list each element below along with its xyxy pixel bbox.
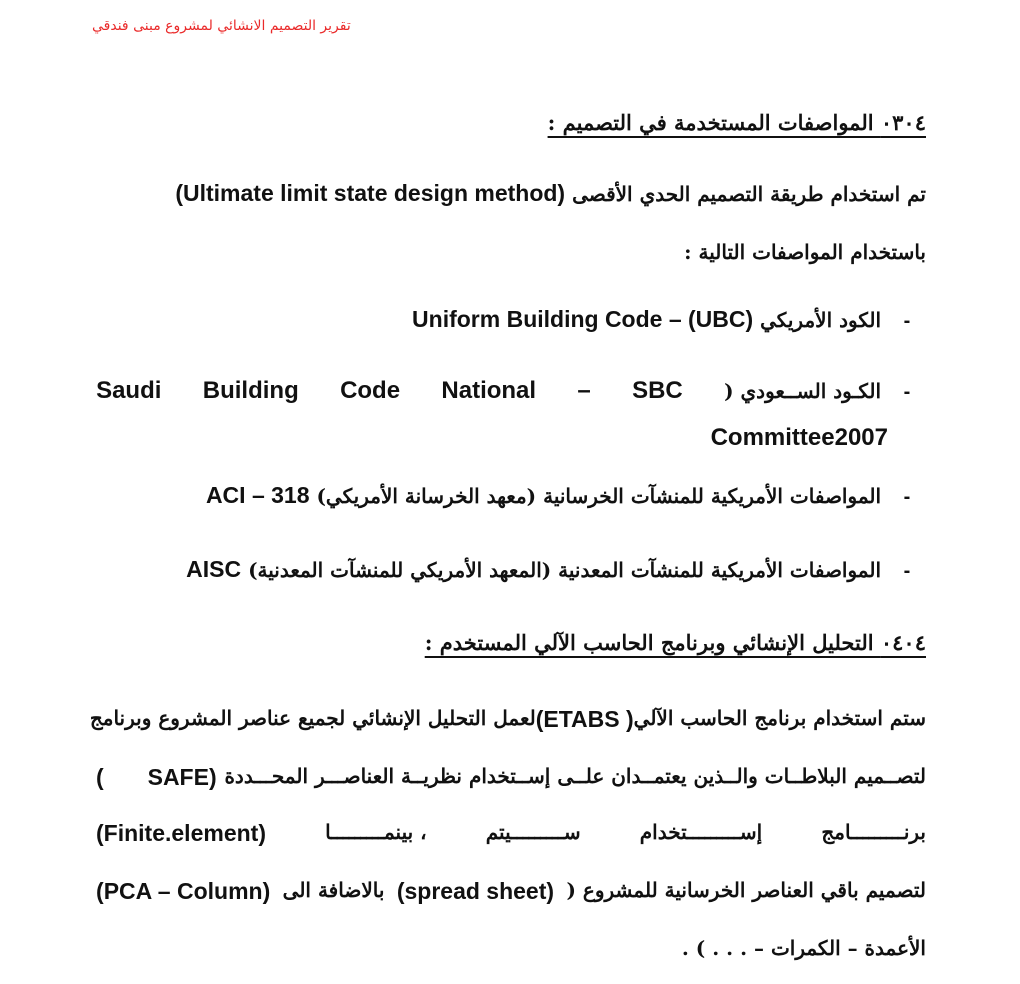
sbc-dash: – [577, 377, 591, 404]
bullet-aisc [186, 556, 926, 583]
p3-word-2: إســـــــــتخدام [639, 820, 763, 844]
bullet-aisc-arabic: المواصفات الأمريكية للمنشآت المعدنية (المعهد الأمريكي للمنشآت المعدنية) [248, 558, 882, 582]
bullet-dash: - [903, 381, 911, 403]
section-404-heading: ٠٤٠٤ التحليل الإنشائي وبرنامج الحاسب الآلي المستخدم : [424, 630, 926, 655]
p2-en-group [96, 764, 217, 791]
sbc-building: Building [202, 377, 299, 404]
section-404-line1 [89, 706, 926, 733]
p1-arabic-b: لعمل التحليل الإنشائي لجميع عناصر المشروع وبرنامج [89, 706, 536, 730]
bullet-dash: - [903, 486, 911, 508]
bullet-aisc-english: AISC [186, 556, 242, 582]
p1-arabic-a: ستم استخدام برنامج الحاسب الآلي [633, 706, 926, 730]
intro-english: (Ultimate limit state design method) [175, 180, 566, 206]
p4-spread-sheet: (spread sheet) [396, 878, 555, 904]
p4-pca-column: (PCA – Column) [96, 878, 271, 904]
section-404-line2 [96, 764, 926, 791]
section-404-line3 [96, 820, 926, 847]
p3-word-4: ، بينمـــــــــا [325, 820, 427, 844]
bullet-dash: - [903, 560, 911, 582]
section-304-intro-line2: باستخدام المواصفات التالية : [684, 240, 926, 264]
report-header: تقرير التصميم الانشائي لمشروع مبنى فندقي [92, 18, 351, 34]
section-404-line4 [96, 878, 926, 905]
p3-word-3: ســـــــــيتم [485, 820, 581, 844]
p3-finite-element: (Finite.element) [96, 820, 266, 846]
p2-arabic-b: لتصــميم البلاطــات والــذين يعتمــدان علــى إســتخدام نظريــة العناصـــر المحـــددة [224, 764, 926, 788]
bullet-ubc-arabic: الكود الأمريكي [760, 308, 882, 332]
sbc-committee: Committee2007 [710, 424, 888, 451]
p1-etabs: (ETABS ) [535, 706, 634, 732]
bullet-ubc [412, 306, 926, 333]
bullet-sbc-arabic: الكـود الســعودي ( [724, 379, 882, 403]
bullet-sbc [96, 377, 926, 405]
sbc-national: National [441, 377, 537, 404]
sbc-saudi: Saudi [96, 377, 162, 404]
sbc-word: SBC [632, 377, 683, 404]
bullet-aci [206, 482, 926, 509]
sbc-code: Code [340, 377, 401, 404]
p4-arabic-b: لتصميم باقي العناصر الخرسانية للمشروع ( [566, 878, 926, 902]
section-404-line5: الأعمدة – الكمرات – . . . ) . [681, 936, 926, 960]
p2-open-paren: ( [96, 764, 104, 790]
p4-arabic-a: بالاضافة الى [282, 878, 385, 902]
intro-arabic: تم استخدام طريقة التصميم الحدي الأقصى [572, 182, 926, 206]
p3-word-1: برنـــــــــامج [821, 820, 926, 844]
section-304-heading: ٠٣٠٤ المواصفات المستخدمة في التصميم : [547, 110, 926, 135]
bullet-aci-english: ACI – 318 [205, 482, 310, 508]
bullet-dash: - [903, 310, 911, 332]
p2-safe: SAFE) [147, 764, 217, 790]
p2-group [224, 764, 926, 791]
bullet-ubc-english: Uniform Building Code – (UBC) [412, 306, 754, 332]
bullet-aci-arabic: المواصفات الأمريكية للمنشآت الخرسانية (معهد الخرسانة الأمريكي) [316, 484, 882, 508]
section-304-intro [96, 180, 926, 207]
bullet-sbc-arabic-group [724, 379, 926, 404]
